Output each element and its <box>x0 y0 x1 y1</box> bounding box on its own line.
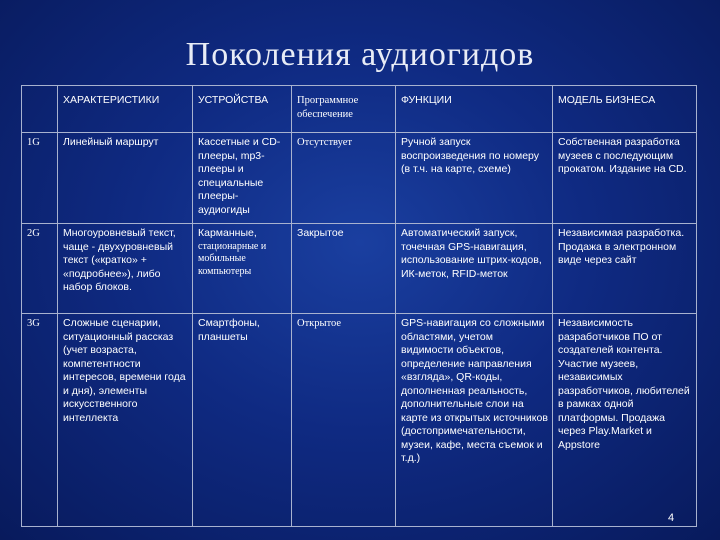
cell-functions: Ручной запуск воспроизведения по номеру (в т.ч. на карте, схеме) <box>396 133 553 224</box>
table-row <box>22 133 697 224</box>
cell-devices-main: Карманные, <box>198 227 257 239</box>
header-functions: ФУНКЦИИ <box>396 86 553 133</box>
cell-software: Открытое <box>292 314 396 527</box>
cell-business-model: Независимая разработка. Продажа в электронном виде через сайт <box>553 224 697 314</box>
table-header-row <box>22 86 697 133</box>
table-row <box>22 224 697 314</box>
cell-business-model: Независимость разработчиков ПО от создателей контента. Участие музеев, независимых разработчиков, любителей в рамках одной платформы. Продажа через Play.Market и Appstore <box>553 314 697 527</box>
generation-label: 1G <box>22 133 58 224</box>
cell-devices <box>193 224 292 314</box>
cell-devices-rest: стационарные и мобильные компьютеры <box>198 240 267 277</box>
cell-software: Отсутствует <box>292 133 396 224</box>
cell-devices: Кассетные и CD-плееры, mp3-плееры и специальные плееры-аудиогиды <box>193 133 292 224</box>
slide-title: Поколения аудиогидов <box>185 36 535 73</box>
page-number: 4 <box>668 512 675 524</box>
cell-devices: Смартфоны, планшеты <box>193 314 292 527</box>
cell-functions: GPS-навигация со сложными областями, учетом видимости объектов, определение направления «взгляда», QR-коды, дополненная реальность, дополнительные слои на карте из открытых источников (достопримечательности, музеи, кафе, места съемок и т.д.) <box>396 314 553 527</box>
generation-label: 2G <box>22 224 58 314</box>
header-devices: УСТРОЙСТВА <box>193 86 292 133</box>
table-row <box>22 314 697 527</box>
header-cell-empty <box>22 86 58 133</box>
cell-software: Закрытое <box>292 224 396 314</box>
generation-label: 3G <box>22 314 58 527</box>
cell-characteristics: Сложные сценарии, ситуационный рассказ (учет возраста, компетентности интересов, времени года и дня), элементы искусственного интеллекта <box>58 314 193 527</box>
cell-characteristics: Многоуровневый текст, чаще - двухуровневый текст («кратко» + «подробнее»), либо набор блоков. <box>58 224 193 314</box>
cell-characteristics: Линейный маршрут <box>58 133 193 224</box>
header-business-model: МОДЕЛЬ БИЗНЕСА <box>553 86 697 133</box>
header-characteristics: ХАРАКТЕРИСТИКИ <box>58 86 193 133</box>
cell-business-model: Собственная разработка музеев с последующим прокатом. Издание на CD. <box>553 133 697 224</box>
cell-functions: Автоматический запуск, точечная GPS-навигация, использование штрих-кодов, ИК-меток, RFID-меток <box>396 224 553 314</box>
generations-table <box>21 85 697 527</box>
header-software: Программное обеспечение <box>292 86 396 133</box>
